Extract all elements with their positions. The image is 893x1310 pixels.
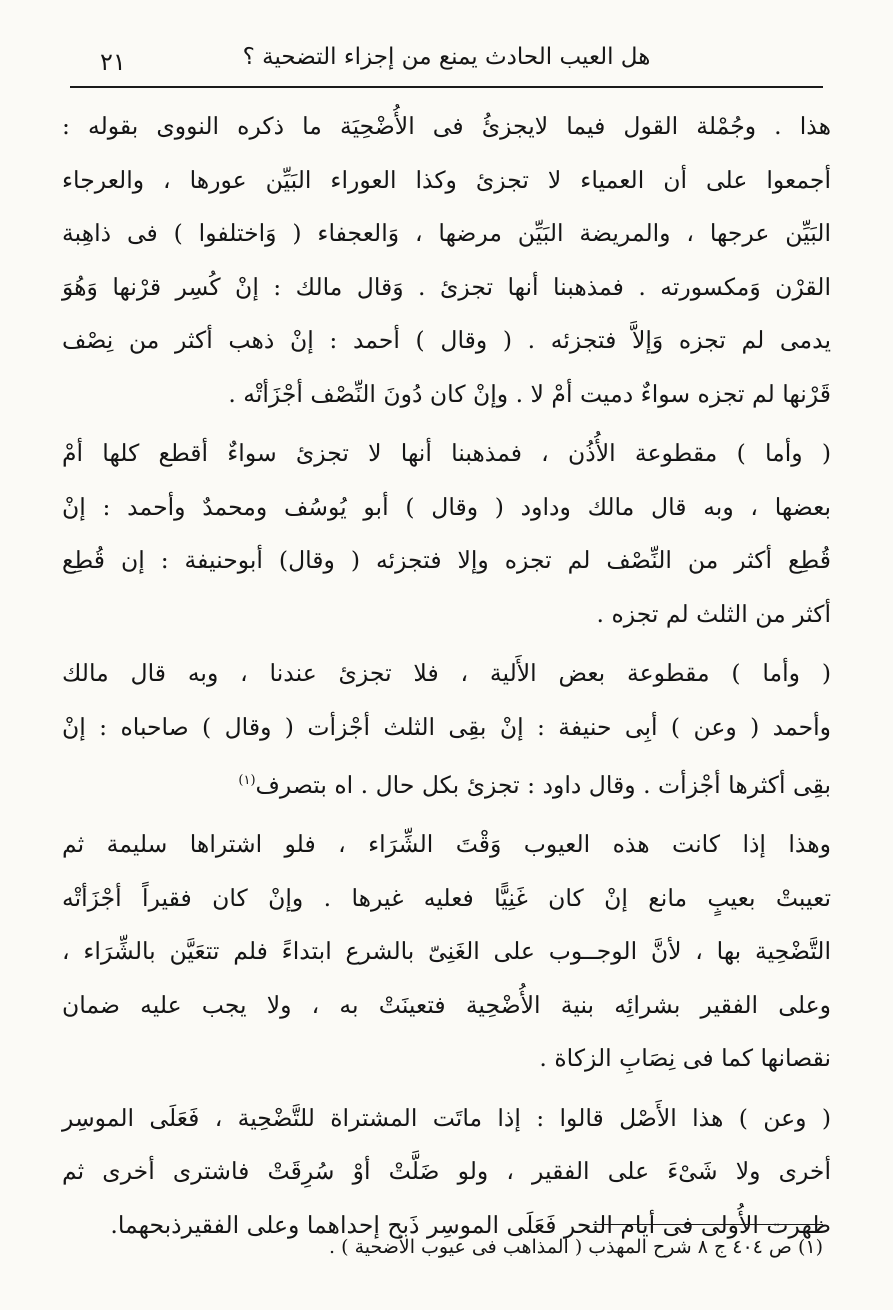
text-line: أخرى ولا شَىْءَ على الفقير ، ولو ضَلَّتْ أوْ سُرِقَتْ فاشترى أخرى ثم	[62, 1157, 831, 1186]
footnote-marker[interactable]: (١)	[238, 773, 256, 788]
text-line: يدمى لم تجزه وَإلاَّ فتجزئه . ( وقال ) أحمد : إنْ ذهب أكثر من نِصْف	[62, 326, 831, 354]
text-line: ( وأما ) مقطوعة الأُذُن ، فمذهبنا أنها لا تجزئ سواءٌ أقطع كلها أمْ	[62, 439, 831, 467]
text-line: وعلى الفقير بشرائِه بنية الأُضْحِية فتعينَتْ به ، ولا يجب عليه ضمان	[62, 990, 831, 1019]
text-line: قُطِع أكثر من النِّصْف لم تجزه وإلا فتجزئه ( وقال) أبوحنيفة : إن قُطِع	[62, 546, 831, 574]
text-line: قَرْنها لم تجزه سواءٌ دميت أمْ لا . وإنْ كان دُونَ النِّصْف أجْزَأتْه .	[228, 379, 831, 408]
text-line: أجمعوا على أن العمياء لا تجزئ وكذا العوراء البَيِّن عورها ، والعرجاء	[62, 165, 831, 194]
text-line: هذا . وجُمْلة القول فيما لايجزئُ فى الأُضْحِيَة ما ذكره النووى بقوله :	[62, 112, 831, 140]
text-line: ( وعن ) هذا الأَصْل قالوا : إذا ماتَت المشتراة للتَّضْحِية ، فَعَلَى الموسِر	[62, 1103, 831, 1132]
text-line: تعيبتْ بعيبٍ مانع إنْ كان غَنِيًّا فعليه غيرها . وإنْ كان فقيراً أجْزَأتْه	[62, 883, 831, 912]
text-line: بعضها ، وبه قال مالك وداود ( وقال ) أبو يُوسُف ومحمدٌ وأحمد : إنْ	[62, 492, 831, 521]
text-line: القرْن وَمكسورته . فمذهبنا أنها تجزئ . وَقال مالك : إنْ كُسِر قرْنها وَهُوَ	[62, 272, 831, 301]
text-line: البَيِّن عرجها ، والمريضة البَيِّن مرضها ، وَالعجفاء ( وَاختلفوا ) فى ذاهِبة	[62, 219, 831, 247]
paragraph	[62, 100, 831, 421]
paragraph	[62, 427, 831, 641]
paragraph	[62, 1092, 831, 1253]
text-line: ( وأما ) مقطوعة بعض الأَلية ، فلا تجزئ عندنا ، وبه قال مالك	[62, 659, 831, 687]
header-divider	[70, 86, 823, 88]
footnote-divider	[593, 1224, 823, 1225]
text-line: التَّضْحِية بها ، لأنَّ الوجــوب على الغَنِىّ بالشرع ابتداءً فلم تتعَيَّن بالشِّرَاء ،	[62, 937, 831, 966]
footnote: (١) ص ٤٠٤ ج ٨ شرح المهذب ( المذاهب فى عيوب الأضحية ) .	[329, 1236, 823, 1258]
text-line: وأحمد ( وعن ) أبِى حنيفة : إنْ بقِى الثلث أجْزأت ( وقال ) صاحباه : إنْ	[62, 712, 831, 741]
text-line: نقصانها كما فى نِصَابِ الزكاة .	[539, 1044, 831, 1073]
paragraph	[62, 818, 831, 1086]
text-line: وهذا إذا كانت هذه العيوب وَقْتَ الشِّرَاء ، فلو اشتراها سليمة ثم	[62, 830, 831, 859]
page-number-display: ٢١	[100, 48, 126, 76]
text-line: ظهرت الأُولى فى أيام النحر فَعَلَى الموسِر ذَبح إحداهما وعلى الفقيرذبحهما.	[110, 1210, 831, 1239]
running-title: هل العيب الحادث يمنع من إجزاء التضحية ؟	[242, 44, 651, 70]
main-text	[62, 100, 831, 1258]
text-line: بقِى أكثرها أجْزأت . وقال داود : تجزئ بكل حال . اه بتصرف$^{(١)}$	[238, 770, 831, 799]
text-line: أكثر من الثلث لم تجزه .	[596, 599, 831, 628]
paragraph	[62, 647, 831, 812]
